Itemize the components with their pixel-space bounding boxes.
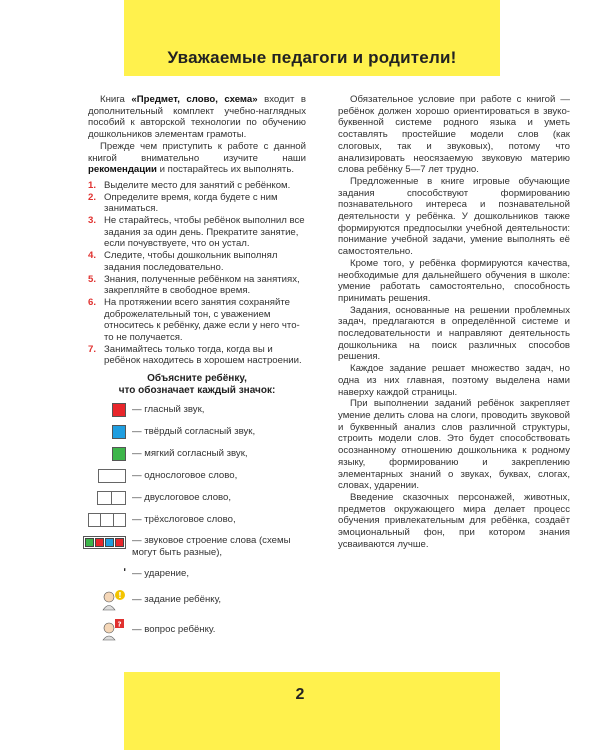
body-paragraph: Каждое задание решает множество задач, но одна из них главная, поэтому выделена нами наверху каждой страницы. xyxy=(338,363,570,398)
left-column xyxy=(88,94,306,649)
legend-row: ? — вопрос ребёнку. xyxy=(88,619,306,641)
legend-row: — однослоговое слово, xyxy=(88,469,306,483)
body-paragraph: Предложенные в книге игровые обучающие задания способствуют формированию познавательного интереса и познавательной деятельности у ребёнка. У дошкольников также формируются предпосылки учебной деятельности: понимание учебной задачи, умение выполнять её самостоятельно. xyxy=(338,175,570,258)
intro-paragraph: Прежде чем приступить к работе с данной книгой внимательно изучите наши рекомендации и постарайтесь их выполнять. xyxy=(88,140,306,176)
list-item: 6. На протяжении всего занятия сохраняйте доброжелательный тон, с уважением относитесь к ребёнку, даже если у него что-то не получается. xyxy=(88,296,300,344)
symbol-legend xyxy=(88,403,306,641)
right-column xyxy=(338,94,570,550)
one-syllable-box-icon xyxy=(98,469,126,483)
stress-mark-icon: ʹ xyxy=(123,567,126,580)
legend-row: ʹ — ударение, xyxy=(123,567,190,580)
legend-row: — твёрдый согласный звук, xyxy=(88,425,306,439)
child-task-icon xyxy=(100,589,126,611)
legend-heading: Объясните ребёнку, что обозначает каждый значок: xyxy=(118,373,276,397)
legend-row: — мягкий согласный звук, xyxy=(88,447,306,461)
list-item: 5. Знания, полученные ребёнком на занятиях, закрепляйте в свободное время. xyxy=(88,273,300,297)
page-title: Уважаемые педагоги и родители! xyxy=(167,48,457,67)
two-syllable-box-icon xyxy=(97,491,112,505)
vowel-red-square-icon xyxy=(112,403,126,417)
svg-text:?: ? xyxy=(117,620,122,629)
legend-row: — звуковое строение слова (схемы могут быть разные), xyxy=(88,535,306,559)
legend-row: — двуслоговое слово, xyxy=(88,491,306,505)
recommendations-list xyxy=(88,180,306,367)
soft-consonant-green-square-icon xyxy=(112,447,126,461)
three-syllable-box-icon xyxy=(88,513,101,527)
legend-row: — гласный звук, xyxy=(88,403,306,417)
child-question-icon xyxy=(100,619,126,641)
list-item: 7. Занимайтесь только тогда, когда вы и ребёнок находитесь в хорошем настроении. xyxy=(88,343,302,367)
content-card xyxy=(64,76,570,672)
svg-text:!: ! xyxy=(118,591,122,601)
page-number: 2 xyxy=(295,686,305,703)
body-paragraph: Задания, основанные на решении проблемных задач, предлагаются в определённой системе и последовательности и направляют деятельность дошкольника на поиск различных способов решения. xyxy=(338,304,570,363)
intro-paragraph: Книга «Предмет, слово, схема» входит в дополнительный комплект учебно-наглядных пособий к авторской технологии по обучению дошкольников элементам грамоты. xyxy=(88,94,306,141)
body-paragraph: При выполнении заданий ребёнок закрепляет умение делить слова на слоги, проводить звуковой и буквенный анализ слов различной структуры, строить модели слов. Это будет способствовать осознанному отношению дошкольника к родному языку, формированию и закреплению элементарных знаний о звуках, буквах, слогах, словах, ударении. xyxy=(338,398,570,492)
body-paragraph: Введение сказочных персонажей, животных, предметов окружающего мира делает процесс обучения привлекательным для ребёнка, создаёт эмоциональный фон, при котором знания усваиваются лучше. xyxy=(338,491,570,550)
legend-row: ! — задание ребёнку, xyxy=(88,589,306,611)
hard-consonant-blue-square-icon xyxy=(112,425,126,439)
legend-row: — трёхслоговое слово, xyxy=(88,513,306,527)
list-item: 4. Следите, чтобы дошкольник выполнял задания последовательно. xyxy=(88,250,278,273)
sound-scheme-icon xyxy=(83,536,126,549)
list-item: 3. Не старайтесь, чтобы ребёнок выполнил все задания за один день. Прекратите занятие, если почувствуете, что он устал. xyxy=(88,215,305,250)
body-paragraph: Кроме того, у ребёнка формируются качества, необходимые для дальнейшего обучения в школе: умение работать самостоятельно, способность принимать решения. xyxy=(338,257,570,304)
body-paragraph: Обязательное условие при работе с книгой — ребёнок должен хорошо ориентироваться в звуко-буквенной системе родного языка и уметь составлять простейшие модели слов (как слоговых, так и звуковых), потому что анализировать неосязаемую звуковую материю слова ребёнку 5—7 лет трудно. xyxy=(338,94,570,176)
list-item: 1. Выделите место для занятий с ребёнком. xyxy=(88,179,291,191)
list-item: 2. Определите время, когда будете с ним заниматься. xyxy=(88,191,278,215)
